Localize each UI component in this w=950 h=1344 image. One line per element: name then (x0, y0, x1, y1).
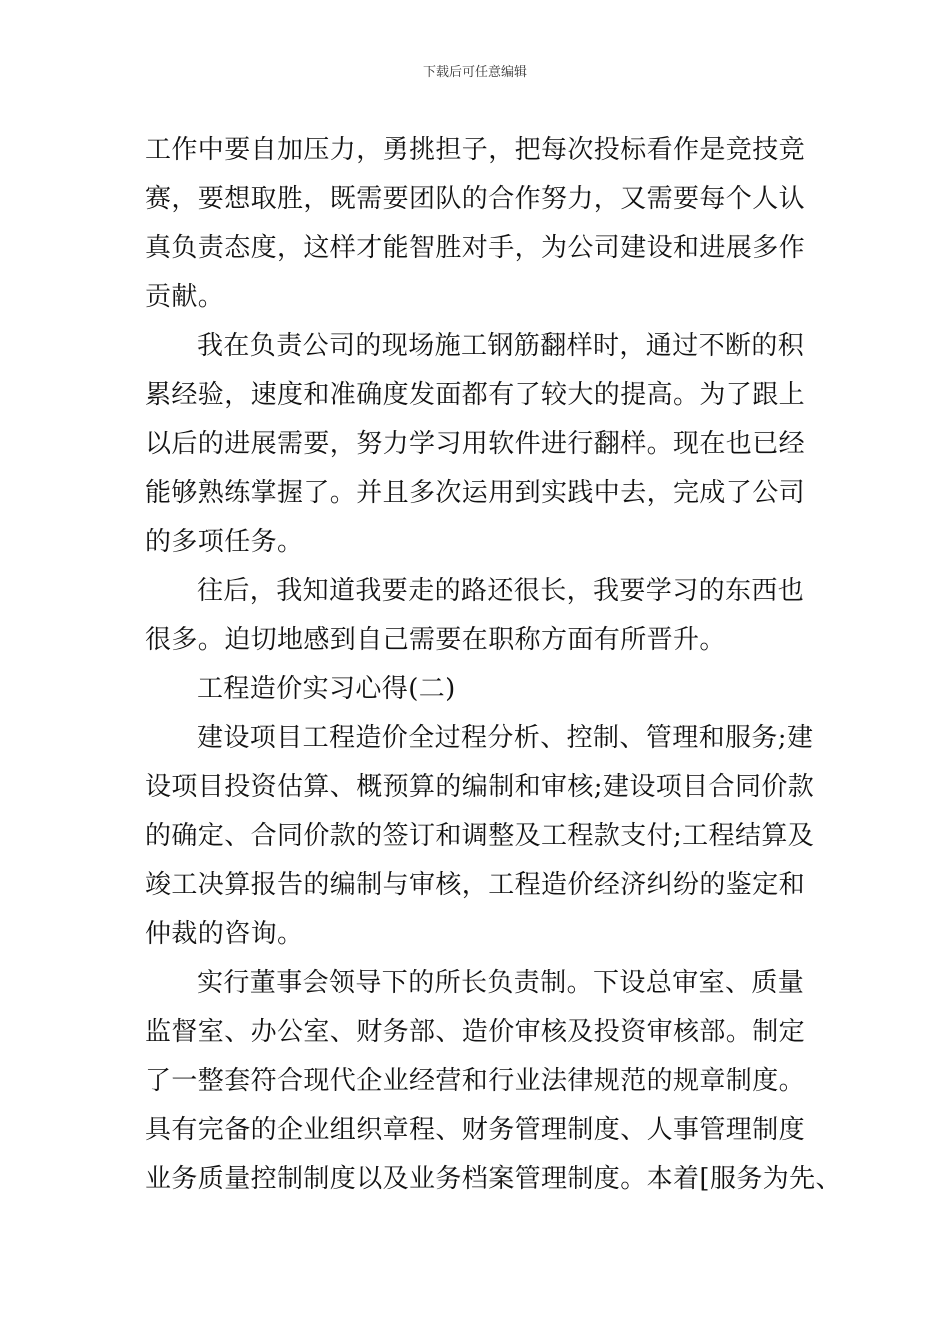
paragraph-line: 仲裁的咨询。 (145, 919, 304, 949)
page-header: 下载后可任意编辑 (422, 65, 527, 80)
paragraph-line: 赛，要想取胜，既需要团队的合作努力，又需要每个人认 (145, 184, 806, 214)
document-body (145, 126, 842, 1204)
paragraph-line: 我在负责公司的现场施工钢筋翻样时，通过不断的积 (197, 331, 805, 361)
paragraph-line: 的确定、合同价款的签订和调整及工程款支付;工程结算及 (145, 821, 815, 851)
paragraph-line: 真负责态度，这样才能智胜对手，为公司建设和进展多作 (145, 233, 806, 263)
section-heading: 工程造价实习心得(二) (197, 674, 456, 704)
paragraph-line: 很多。迫切地感到自己需要在职称方面有所晋升。 (145, 625, 726, 655)
paragraph-line: 建设项目工程造价全过程分析、控制、管理和服务;建 (197, 723, 814, 753)
paragraph-line: 工作中要自加压力，勇挑担子，把每次投标看作是竞技竞 (145, 135, 806, 165)
paragraph-line: 累经验，速度和准确度发面都有了较大的提高。为了跟上 (145, 380, 806, 410)
paragraph-line: 的多项任务。 (145, 527, 304, 557)
paragraph-line: 贡献。 (145, 282, 225, 312)
paragraph-line: 监督室、办公室、财务部、造价审核及投资审核部。制定 (145, 1017, 806, 1047)
paragraph-line: 竣工决算报告的编制与审核，工程造价经济纠纷的鉴定和 (145, 870, 806, 900)
paragraph-line: 具有完备的企业组织章程、财务管理制度、人事管理制度 (145, 1115, 806, 1145)
paragraph-line: 实行董事会领导下的所长负责制。下设总审室、质量 (197, 968, 805, 998)
paragraph-line: 了一整套符合现代企业经营和行业法律规范的规章制度。 (145, 1066, 806, 1096)
paragraph-line: 能够熟练掌握了。并且多次运用到实践中去，完成了公司 (145, 478, 806, 508)
paragraph-line: 设项目投资估算、概预算的编制和审核;建设项目合同价款 (145, 772, 815, 802)
paragraph-line: 业务质量控制制度以及业务档案管理制度。本着[服务为先、 (145, 1164, 842, 1194)
paragraph-line: 往后，我知道我要走的路还很长，我要学习的东西也 (197, 576, 805, 606)
paragraph-line: 以后的进展需要，努力学习用软件进行翻样。现在也已经 (145, 429, 806, 459)
